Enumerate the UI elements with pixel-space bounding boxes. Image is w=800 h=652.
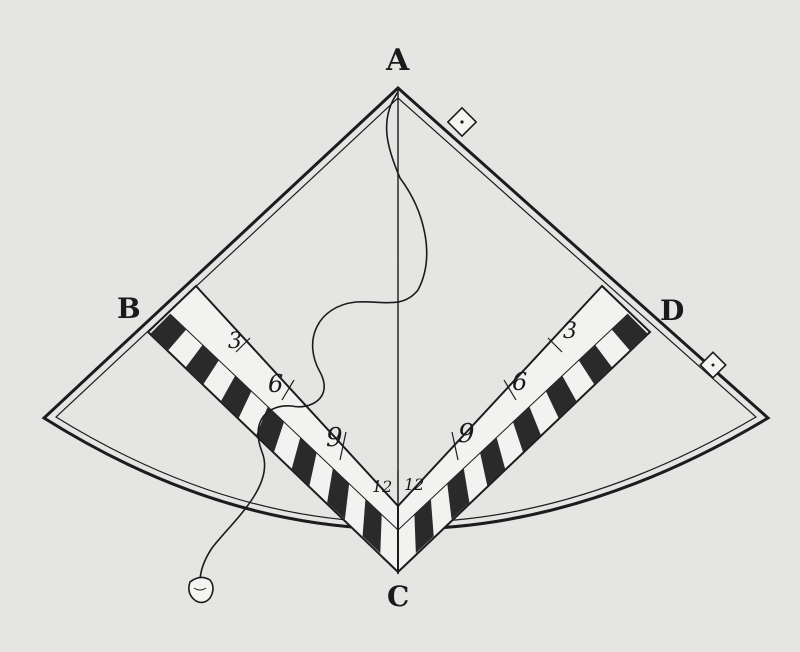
scale-left-9: 9 xyxy=(326,423,343,453)
scale-left-12: 12 xyxy=(372,477,393,496)
scale-right-12: 12 xyxy=(404,475,425,494)
scale-left-6: 6 xyxy=(268,370,284,398)
scale-right-3: 3 xyxy=(563,319,577,344)
point-label-d: D xyxy=(660,294,685,327)
plumb-bob-icon xyxy=(189,577,213,602)
scale-right-9: 9 xyxy=(458,419,475,449)
point-label-c: C xyxy=(387,580,410,613)
scale-left-3: 3 xyxy=(228,329,242,354)
point-label-a: A xyxy=(386,43,410,78)
scale-right-6: 6 xyxy=(512,368,528,396)
point-label-b: B xyxy=(117,292,141,325)
